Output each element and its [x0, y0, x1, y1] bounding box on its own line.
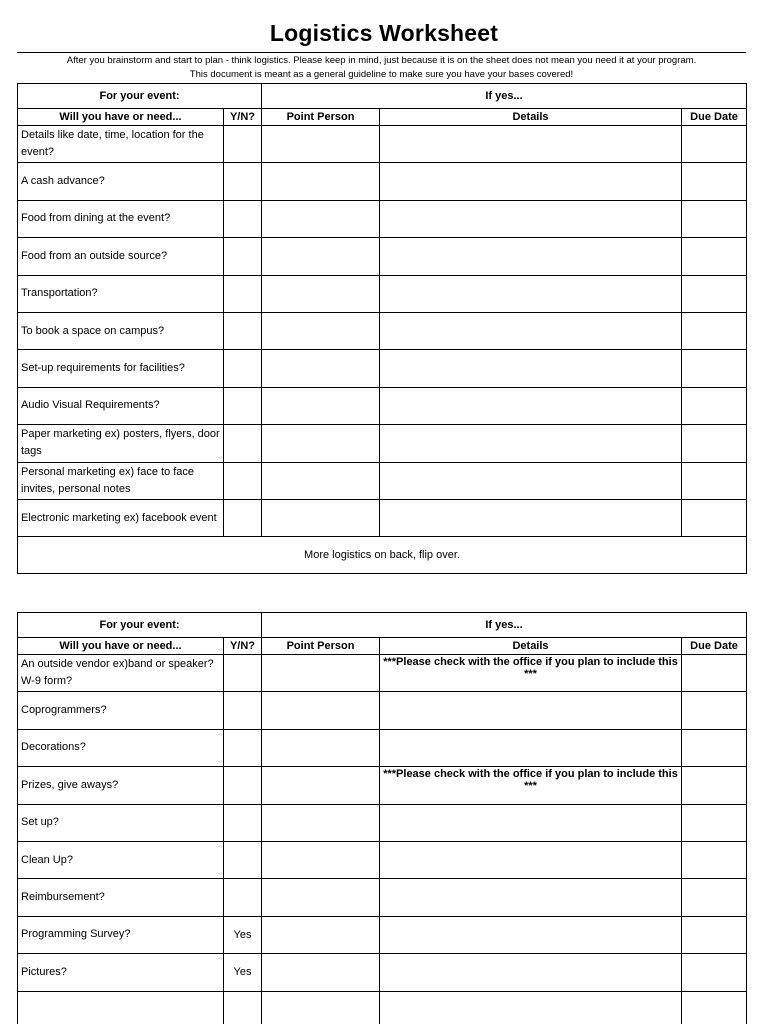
- point-person-cell[interactable]: [262, 462, 380, 499]
- details-cell[interactable]: [380, 841, 682, 878]
- details-cell[interactable]: ***Please check with the office if you plan to include this ***: [380, 655, 682, 692]
- details-cell[interactable]: [380, 238, 682, 275]
- question-cell: A cash advance?: [18, 163, 224, 200]
- table-row: [18, 879, 747, 916]
- question-cell: To book a space on campus?: [18, 312, 224, 349]
- point-person-cell[interactable]: [262, 991, 380, 1024]
- due-date-cell[interactable]: [682, 163, 747, 200]
- point-person-cell[interactable]: [262, 692, 380, 729]
- table-row: [18, 729, 747, 766]
- point-person-cell[interactable]: [262, 767, 380, 804]
- due-date-cell[interactable]: [682, 275, 747, 312]
- details-cell[interactable]: ***Please check with the office if you plan to include this ***: [380, 767, 682, 804]
- point-person-cell[interactable]: [262, 425, 380, 462]
- details-cell[interactable]: [380, 163, 682, 200]
- if-yes-header: If yes...: [262, 613, 747, 638]
- point-person-cell[interactable]: [262, 841, 380, 878]
- yn-cell[interactable]: [224, 462, 262, 499]
- yn-column-header: Y/N?: [224, 638, 262, 655]
- question-cell: Coprogrammers?: [18, 692, 224, 729]
- due-date-cell[interactable]: [682, 200, 747, 237]
- logistics-table-front: [17, 83, 747, 574]
- yn-cell[interactable]: [224, 350, 262, 387]
- details-cell[interactable]: [380, 350, 682, 387]
- point-person-cell[interactable]: [262, 126, 380, 163]
- yn-cell[interactable]: [224, 238, 262, 275]
- table-row: [18, 991, 747, 1024]
- question-cell: Pictures?: [18, 954, 224, 991]
- details-cell[interactable]: [380, 804, 682, 841]
- for-event-header: For your event:: [18, 613, 262, 638]
- if-yes-header: If yes...: [262, 84, 747, 109]
- details-cell[interactable]: [380, 729, 682, 766]
- table-row: [18, 350, 747, 387]
- point-person-cell[interactable]: [262, 312, 380, 349]
- yn-cell[interactable]: [224, 841, 262, 878]
- question-cell: [18, 991, 224, 1024]
- details-column-header: Details: [380, 638, 682, 655]
- due-date-cell[interactable]: [682, 499, 747, 536]
- due-date-cell[interactable]: [682, 767, 747, 804]
- yn-cell[interactable]: [224, 499, 262, 536]
- point-person-cell[interactable]: [262, 387, 380, 424]
- table-row: [18, 804, 747, 841]
- details-cell[interactable]: [380, 991, 682, 1024]
- details-cell[interactable]: [380, 312, 682, 349]
- question-cell: Set-up requirements for facilities?: [18, 350, 224, 387]
- due-date-cell[interactable]: [682, 991, 747, 1024]
- question-cell: Food from dining at the event?: [18, 200, 224, 237]
- for-event-header: For your event:: [18, 84, 262, 109]
- due-date-cell[interactable]: [682, 462, 747, 499]
- due-date-cell[interactable]: [682, 238, 747, 275]
- due-date-cell[interactable]: [682, 350, 747, 387]
- table-row: [18, 462, 747, 499]
- details-column-header: Details: [380, 109, 682, 126]
- yn-cell[interactable]: [224, 425, 262, 462]
- point-person-cell[interactable]: [262, 163, 380, 200]
- yn-cell[interactable]: Yes: [224, 954, 262, 991]
- table-row: [18, 767, 747, 804]
- yn-cell[interactable]: [224, 655, 262, 692]
- question-cell: Electronic marketing ex) facebook event: [18, 499, 224, 536]
- table-row: [18, 238, 747, 275]
- point-person-cell[interactable]: [262, 275, 380, 312]
- question-cell: Decorations?: [18, 729, 224, 766]
- due-date-cell[interactable]: [682, 692, 747, 729]
- point-person-cell[interactable]: [262, 729, 380, 766]
- due-date-cell[interactable]: [682, 954, 747, 991]
- table-row: [18, 126, 747, 163]
- details-cell[interactable]: [380, 425, 682, 462]
- yn-column-header: Y/N?: [224, 109, 262, 126]
- point-person-cell[interactable]: [262, 804, 380, 841]
- point-person-cell[interactable]: [262, 879, 380, 916]
- yn-cell[interactable]: [224, 200, 262, 237]
- due-date-column-header: Due Date: [682, 109, 747, 126]
- yn-cell[interactable]: [224, 879, 262, 916]
- question-cell: Details like date, time, location for the event?: [18, 126, 224, 163]
- table-row: [18, 200, 747, 237]
- table-row: [18, 499, 747, 536]
- due-date-column-header: Due Date: [682, 638, 747, 655]
- question-cell: Reimbursement?: [18, 879, 224, 916]
- point-person-cell[interactable]: [262, 916, 380, 953]
- due-date-cell[interactable]: [682, 916, 747, 953]
- question-cell: Food from an outside source?: [18, 238, 224, 275]
- intro-text: [17, 54, 746, 82]
- point-person-cell[interactable]: [262, 200, 380, 237]
- point-person-column-header: Point Person: [262, 109, 380, 126]
- intro-line-2: This document is meant as a general guideline to make sure you have your bases covered!: [189, 69, 574, 80]
- point-person-cell[interactable]: [262, 655, 380, 692]
- point-person-cell[interactable]: [262, 954, 380, 991]
- details-cell[interactable]: [380, 954, 682, 991]
- yn-cell[interactable]: [224, 126, 262, 163]
- details-cell[interactable]: [380, 275, 682, 312]
- table-row: [18, 387, 747, 424]
- point-person-cell[interactable]: [262, 238, 380, 275]
- table-row: [18, 312, 747, 349]
- need-column-header: Will you have or need...: [18, 109, 224, 126]
- need-column-header: Will you have or need...: [18, 638, 224, 655]
- point-person-column-header: Point Person: [262, 638, 380, 655]
- point-person-cell[interactable]: [262, 350, 380, 387]
- table-row: [18, 841, 747, 878]
- question-cell: An outside vendor ex)band or speaker? W-9 form?: [18, 655, 224, 692]
- details-cell[interactable]: [380, 916, 682, 953]
- details-cell[interactable]: [380, 499, 682, 536]
- yn-cell[interactable]: [224, 729, 262, 766]
- due-date-cell[interactable]: [682, 879, 747, 916]
- due-date-cell[interactable]: [682, 387, 747, 424]
- details-cell[interactable]: [380, 879, 682, 916]
- table-row: [18, 692, 747, 729]
- table-back-body: [18, 655, 747, 1024]
- yn-cell[interactable]: [224, 163, 262, 200]
- due-date-cell[interactable]: [682, 655, 747, 692]
- due-date-cell[interactable]: [682, 425, 747, 462]
- intro-line-1: After you brainstorm and start to plan - think logistics. Please keep in mind, just because it is on the sheet does not mean you need it at your program.: [66, 55, 697, 66]
- table-front-body: [18, 126, 747, 537]
- title-divider: [17, 52, 746, 53]
- table-row: [18, 655, 747, 692]
- question-cell: Programming Survey?: [18, 916, 224, 953]
- due-date-cell[interactable]: [682, 841, 747, 878]
- yn-cell[interactable]: [224, 991, 262, 1024]
- table-row: [18, 425, 747, 462]
- table-row: [18, 163, 747, 200]
- yn-cell[interactable]: [224, 804, 262, 841]
- flip-over-note: More logistics on back, flip over.: [18, 537, 747, 574]
- logistics-table-back: [17, 612, 747, 1024]
- question-cell: Paper marketing ex) posters, flyers, door tags: [18, 425, 224, 462]
- yn-cell[interactable]: Yes: [224, 916, 262, 953]
- yn-cell[interactable]: [224, 692, 262, 729]
- details-cell[interactable]: [380, 387, 682, 424]
- due-date-cell[interactable]: [682, 312, 747, 349]
- yn-cell[interactable]: [224, 767, 262, 804]
- point-person-cell[interactable]: [262, 499, 380, 536]
- table-row: [18, 916, 747, 953]
- worksheet-title: Logistics Worksheet: [269, 20, 499, 46]
- table-row: [18, 275, 747, 312]
- details-cell[interactable]: [380, 462, 682, 499]
- question-cell: Clean Up?: [18, 841, 224, 878]
- due-date-cell[interactable]: [682, 729, 747, 766]
- due-date-cell[interactable]: [682, 126, 747, 163]
- question-cell: Set up?: [18, 804, 224, 841]
- table-row: [18, 954, 747, 991]
- question-cell: Personal marketing ex) face to face invites, personal notes: [18, 462, 224, 499]
- details-cell[interactable]: [380, 126, 682, 163]
- details-cell[interactable]: [380, 692, 682, 729]
- question-cell: Prizes, give aways?: [18, 767, 224, 804]
- question-cell: Transportation?: [18, 275, 224, 312]
- details-cell[interactable]: [380, 200, 682, 237]
- due-date-cell[interactable]: [682, 804, 747, 841]
- question-cell: Audio Visual Requirements?: [18, 387, 224, 424]
- yn-cell[interactable]: [224, 387, 262, 424]
- yn-cell[interactable]: [224, 275, 262, 312]
- yn-cell[interactable]: [224, 312, 262, 349]
